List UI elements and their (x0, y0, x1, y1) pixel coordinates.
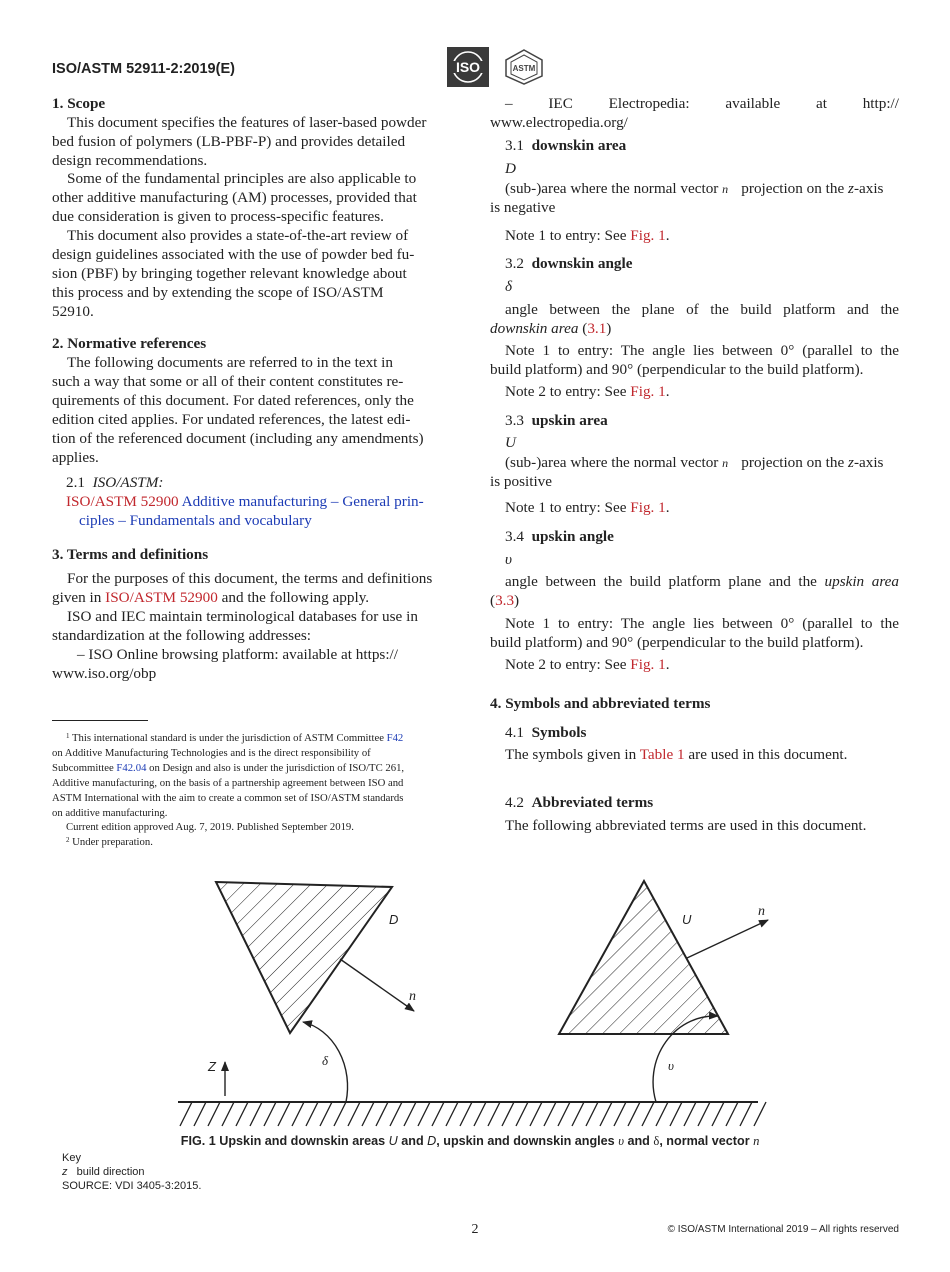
platform-hatch-line (572, 1102, 584, 1126)
scope-paragraph-2: Some of the fundamental principles are also applicable to other additive manufacturing (AM) processes, provided that due consideration is given to process-specific features. (52, 170, 417, 225)
reference-title-continued[interactable]: ciples – Fundamentals and vocabulary (79, 512, 312, 529)
platform-hatch-line (530, 1102, 542, 1126)
term-3-4-heading: 3.4 upskin angle (505, 528, 614, 545)
iso-logo-text: ISO (455, 59, 481, 75)
figure-1-caption: FIG. 1 Upskin and downskin areas U and D, upskin and downskin angles υ and δ, normal vector n⃗ (180, 1134, 770, 1148)
figure-key-z: z build direction (62, 1166, 145, 1178)
term-3-2-symbol: δ (505, 278, 513, 295)
astm-logo (503, 48, 545, 86)
platform-hatch-line (264, 1102, 276, 1126)
f42-04-link[interactable]: F42.04 (116, 762, 147, 774)
platform-hatch-line (670, 1102, 682, 1126)
reference-code-link[interactable]: ISO/ASTM 52900 (66, 493, 179, 510)
platform-hatch-line (250, 1102, 262, 1126)
term-3-3-link[interactable]: 3.3 (495, 592, 515, 609)
page-number: 2 (471, 1222, 479, 1237)
platform-hatch-line (194, 1102, 206, 1126)
platform-hatch-line (278, 1102, 290, 1126)
platform-hatch-line (712, 1102, 724, 1126)
upskin-triangle (559, 881, 728, 1034)
term-3-3-note: Note 1 to entry: See Fig. 1. (505, 499, 670, 516)
platform-hatch-line (390, 1102, 402, 1126)
label-U: U (682, 912, 692, 927)
label-upsilon: υ (668, 1058, 674, 1073)
astm-logo-text: ASTM (512, 64, 536, 73)
label-delta: δ (322, 1053, 329, 1068)
term-3-4-definition: angle between the build platform plane and the upskin area (505, 573, 899, 590)
term-3-4-symbol: υ (505, 551, 512, 568)
term-3-1-definition: (sub-)area where the normal vector n⃗ projection on the z-axis (505, 180, 884, 197)
term-3-4-note-1: Note 1 to entry: The angle lies between 0° (parallel to the (505, 615, 899, 632)
term-3-1-link[interactable]: 3.1 (587, 320, 607, 337)
fig-1-link[interactable]: Fig. 1 (630, 383, 666, 400)
section-4-title: 4. Symbols and abbreviated terms (490, 695, 711, 712)
platform-hatch-line (474, 1102, 486, 1126)
iec-electropedia-line-2: www.electropedia.org/ (490, 114, 628, 131)
edition-note: Current edition approved Aug. 7, 2019. Published September 2019. (66, 821, 354, 833)
platform-hatch-line (222, 1102, 234, 1126)
table-1-link[interactable]: Table 1 (639, 746, 685, 763)
platform-hatch-line (488, 1102, 500, 1126)
term-3-2-note-1-cont: build platform) and 90° (perpendicular to the build platform). (490, 361, 864, 378)
platform-hatch-line (404, 1102, 416, 1126)
platform-hatch-line (418, 1102, 430, 1126)
iec-electropedia-line-1: – IEC Electropedia: available at http:// (505, 95, 899, 112)
term-3-4-note-1-cont: build platform) and 90° (perpendicular to the build platform). (490, 634, 864, 651)
label-n-upskin: n⃗ (758, 904, 776, 919)
platform-hatch-line (376, 1102, 388, 1126)
subclause-4-2-heading: 4.2 Abbreviated terms (505, 794, 654, 811)
platform-hatch-line (460, 1102, 472, 1126)
downskin-normal-vector (340, 959, 414, 1011)
terms-intro-line-1: For the purposes of this document, the terms and definitions (67, 570, 433, 587)
terms-intro-line-2: given in ISO/ASTM 52900 and the following apply. (52, 589, 370, 606)
platform-hatch-line (208, 1102, 220, 1126)
scope-paragraph-1: This document specifies the features of laser-based powder bed fusion of polymers (LB-PBF-P) and provides detailed design recommendations. (52, 114, 427, 169)
platform-hatch-line (642, 1102, 654, 1126)
terminology-databases-paragraph: ISO and IEC maintain terminological databases for use in standardization at the following addresses: (52, 608, 418, 644)
platform-hatch-line (516, 1102, 528, 1126)
footnote-2: $^2$ Under preparation. (66, 836, 153, 848)
platform-hatch-line (600, 1102, 612, 1126)
term-3-3-definition-cont: is positive (490, 473, 553, 490)
symbols-paragraph: The symbols given in Table 1 are used in this document. (505, 746, 848, 763)
subclause-4-1-heading: 4.1 Symbols (505, 724, 587, 741)
fig-1-link[interactable]: Fig. 1 (630, 227, 666, 244)
platform-hatch-line (348, 1102, 360, 1126)
subclause-2-1: 2.1 ISO/ASTM: (66, 474, 164, 491)
platform-hatch-line (432, 1102, 444, 1126)
downskin-triangle (216, 882, 392, 1033)
platform-hatch-line (544, 1102, 556, 1126)
reference-title-link[interactable]: Additive manufacturing – General prin- (181, 493, 424, 510)
term-3-2-heading: 3.2 downskin angle (505, 255, 633, 272)
platform-hatch-line (292, 1102, 304, 1126)
platform-hatch-line (586, 1102, 598, 1126)
copyright-notice: © ISO/ASTM International 2019 – All rights reserved (667, 1224, 899, 1235)
label-D: D (389, 912, 399, 927)
platform-hatch-line (656, 1102, 668, 1126)
abbreviated-terms-paragraph: The following abbreviated terms are used in this document. (505, 817, 867, 834)
term-3-4-note-2: Note 2 to entry: See Fig. 1. (505, 656, 670, 673)
iso-astm-52900-link[interactable]: ISO/ASTM 52900 (105, 589, 218, 606)
normative-references-paragraph: The following documents are referred to in the text in such a way that some or all of their content constitutes re- quirements of this document. For dated references, only the edition cited applies. For undated references, the latest edi- tion of the referenced document (including any amendments) applies. (52, 354, 424, 466)
term-3-3-heading: 3.3 upskin area (505, 412, 608, 429)
section-3-title: 3. Terms and definitions (52, 546, 209, 563)
iso-obp-bullet: – ISO Online browsing platform: available at https:// www.iso.org/obp (52, 646, 398, 682)
platform-hatch-line (754, 1102, 766, 1126)
scope-paragraph-3: This document also provides a state-of-the-art review of design guidelines associated with the use of powder bed fu- sion (PBF) by bringing together relevant knowledge about this process and by extending the scope of ISO/ASTM 52910. (52, 227, 415, 320)
term-3-1-note: Note 1 to entry: See Fig. 1. (505, 227, 670, 244)
term-3-2-definition-cont: downskin area (3.1) (490, 320, 612, 337)
term-3-2-note-1: Note 1 to entry: The angle lies between 0° (parallel to the (505, 342, 899, 359)
term-3-2-note-2: Note 2 to entry: See Fig. 1. (505, 383, 670, 400)
platform-hatch-line (684, 1102, 696, 1126)
platform-hatch-line (320, 1102, 332, 1126)
platform-hatch-line (334, 1102, 346, 1126)
platform-hatch-line (614, 1102, 626, 1126)
f42-link[interactable]: F42 (386, 732, 404, 744)
document-id: ISO/ASTM 52911-2:2019(E) (52, 61, 235, 77)
upskin-normal-vector (687, 920, 768, 958)
platform-hatch-line (446, 1102, 458, 1126)
term-3-1-heading: 3.1 downskin area (505, 137, 627, 154)
iso-logo (447, 47, 489, 87)
term-3-2-definition: angle between the plane of the build platform and the (505, 301, 899, 318)
platform-hatch-line (628, 1102, 640, 1126)
platform-hatch-line (362, 1102, 374, 1126)
term-3-3-symbol: U (505, 434, 516, 451)
platform-hatch-line (306, 1102, 318, 1126)
term-3-4-definition-cont: (3.3) (490, 592, 520, 609)
build-platform-hatching (180, 1102, 766, 1126)
fig-1-link[interactable]: Fig. 1 (630, 499, 666, 516)
platform-hatch-line (698, 1102, 710, 1126)
figure-key-title: Key (62, 1152, 81, 1164)
reference-entry (66, 492, 461, 511)
section-2-title: 2. Normative references (52, 335, 207, 352)
figure-source: SOURCE: VDI 3405-3:2015. (62, 1180, 202, 1192)
term-3-3-definition: (sub-)area where the normal vector n⃗ projection on the z-axis (505, 454, 884, 471)
platform-hatch-line (726, 1102, 738, 1126)
section-1-title: 1. Scope (52, 95, 106, 112)
platform-hatch-line (740, 1102, 752, 1126)
label-n-downskin: n⃗ (409, 989, 427, 1004)
term-3-1-symbol: D (505, 160, 516, 177)
footnote-1: $^1$ This international standard is under the jurisdiction of ASTM Committee F42 on Additive Manufacturing Technologies and is the direct responsibility of Subcommittee F42.04 on Design and also is under the jurisdiction of ISO/TC 261, Additive manufacturing, on the basis of a partnership agreement between ISO and ASTM International with the aim to create a common set of ISO/ASTM standards on additive manufacturing. (52, 732, 405, 819)
fig-1-link[interactable]: Fig. 1 (630, 656, 666, 673)
platform-hatch-line (558, 1102, 570, 1126)
figure-1 (170, 872, 776, 1132)
platform-hatch-line (180, 1102, 192, 1126)
label-z: Z (208, 1059, 216, 1074)
platform-hatch-line (502, 1102, 514, 1126)
footnote-rule (52, 720, 148, 721)
term-3-1-definition-cont: is negative (490, 199, 556, 216)
platform-hatch-line (236, 1102, 248, 1126)
